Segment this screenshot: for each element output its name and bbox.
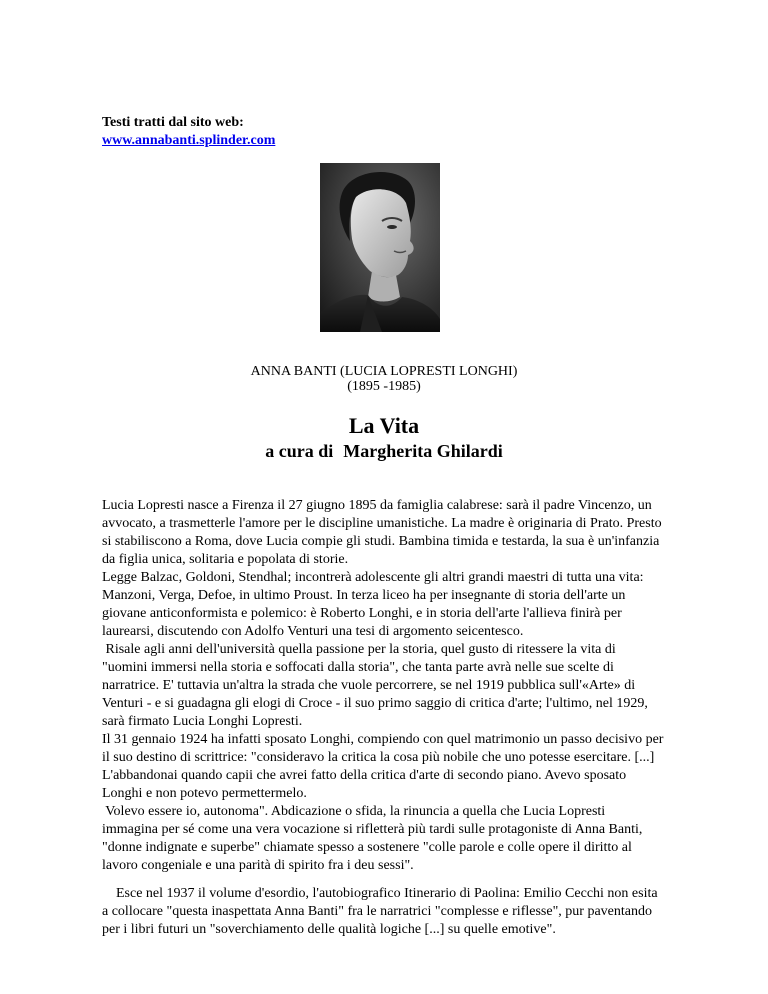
- author-portrait: [320, 163, 440, 332]
- text-line: immagina per sé come una vera vocazione si rifletterà più tardi sulle protagoniste di Anna Banti,: [102, 822, 643, 837]
- text-line: Longhi e non potevo permettermelo.: [102, 786, 307, 801]
- text-line: Risale agli anni dell'università quella passione per la storia, quel gusto di ritessere la vita di: [102, 642, 616, 657]
- page-title: La Vita: [348, 413, 420, 438]
- text-line: da figlia unica, solitaria e popolata di storie.: [102, 552, 349, 567]
- text-line: avvocato, a trasmetterle l'amore per le discipline umanistiche. La madre è originaria di Prato. Presto: [102, 516, 662, 531]
- curator-name: Margherita Ghilardi: [343, 441, 503, 461]
- text-line: L'abbandonai quando capii che avrei fatto della critica d'arte di secondo piano. Avevo sposato: [102, 768, 627, 783]
- text-line: sarà firmato Lucia Longhi Lopresti.: [102, 714, 303, 729]
- text-line: a collocare "questa inaspettata Anna Banti" fra le narratrici "complesse e riflesse", pur paventando: [102, 904, 652, 919]
- text-line: Venturi - e si guadagna gli elogi di Croce - il suo primo saggio di critica d'arte; l'ultimo, nel 1929,: [102, 696, 648, 711]
- text-line: si stabiliscono a Roma, dove Lucia compie gli studi. Bambina timida e testarda, la sua è un'infanzia: [102, 534, 660, 549]
- body-text: [102, 497, 672, 939]
- text-line: narratrice. E' tuttavia un'altra la strada che vuole percorrere, se nel 1919 pubblica sull'«Arte» di: [102, 678, 636, 693]
- text-line: per i libri futuri un "soverchiamento delle qualità logiche [...] su quelle emotive".: [102, 922, 556, 937]
- text-line: "uomini immersi nella storia e soffocati dalla storia", che tanta parte avrà nelle sue scelte di: [102, 660, 614, 675]
- paragraph-1: [102, 497, 672, 875]
- text-line: lavoro congeniale e una parità di spirito fra i deu sessi".: [102, 858, 414, 873]
- paragraph-2: [102, 885, 672, 939]
- text-line: Esce nel 1937 il volume d'esordio, l'autobiografico Itinerario di Paolina: Emilio Cecchi non esita: [102, 886, 658, 901]
- text-line: laurearsi, discutendo con Adolfo Venturi una tesi di argomento seicentesco.: [102, 624, 524, 639]
- text-line: Volevo essere io, autonoma". Abdicazione o sfida, la rinuncia a quella che Lucia Lopresti: [102, 804, 606, 819]
- curator-line: [0, 440, 768, 462]
- text-line: il suo destino di scrittrice: "consideravo la critica la cosa più nobile che uno potesse esercitare. [...]: [102, 750, 655, 765]
- text-line: "donne indignate e superbe" chiamate spesso a sostenere "colle parole e colle opere il diritto al: [102, 840, 632, 855]
- text-line: Legge Balzac, Goldoni, Stendhal; incontrerà adolescente gli altri grandi maestri di tutta una vita:: [102, 570, 644, 585]
- text-line: Il 31 gennaio 1924 ha infatti sposato Longhi, compiendo con quel matrimonio un passo decisivo per: [102, 732, 664, 747]
- source-note: [102, 114, 275, 150]
- text-line: giovane anticonformista e polemico: è Roberto Longhi, e in storia dell'arte l'allieva finirà per: [102, 606, 622, 621]
- source-link[interactable]: www.annabanti.splinder.com: [102, 133, 276, 148]
- author-years: (1895 -1985): [347, 379, 421, 394]
- curator-prefix: a cura di: [265, 441, 334, 461]
- text-line: Manzoni, Verga, Defoe, in ultimo Proust. In terza liceo ha per insegnante di storia dell'arte un: [102, 588, 626, 603]
- text-line: Lucia Lopresti nasce a Firenza il 27 giugno 1895 da famiglia calabrese: sarà il padre Vincenzo, un: [102, 498, 652, 513]
- source-label: Testi tratti dal sito web:: [102, 115, 244, 130]
- author-name: ANNA BANTI (LUCIA LOPRESTI LONGHI): [250, 364, 518, 379]
